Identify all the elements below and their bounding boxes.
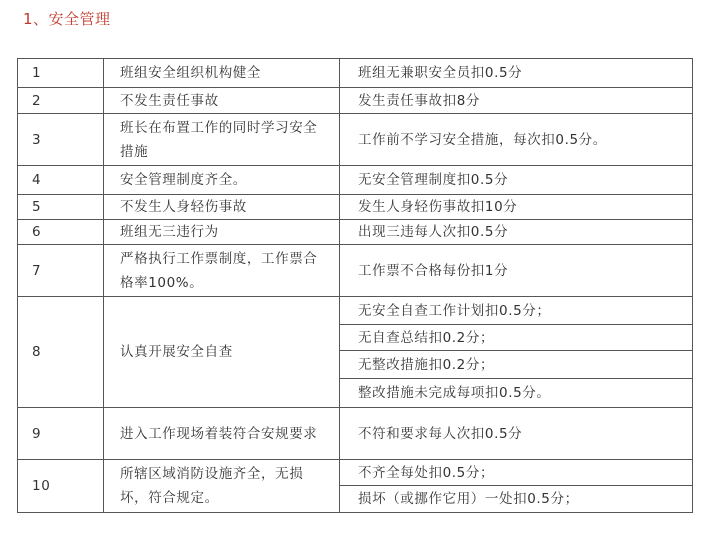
row-number: 1 [18, 59, 104, 88]
table-row [18, 245, 693, 297]
requirement-cell: 班长在布置工作的同时学习安全措施 [104, 114, 340, 166]
penalty-cell: 整改措施未完成每项扣0.5分。 [340, 379, 693, 408]
penalty-cell: 出现三违每人次扣0.5分 [340, 220, 693, 245]
table-body [18, 59, 693, 513]
penalty-cell: 无自查总结扣0.2分； [340, 325, 693, 351]
table-row [18, 88, 693, 114]
table-row [18, 220, 693, 245]
requirement-cell: 不发生人身轻伤事故 [104, 195, 340, 220]
requirement-cell: 进入工作现场着装符合安规要求 [104, 408, 340, 460]
table-row [18, 59, 693, 88]
penalty-cell: 发生责任事故扣8分 [340, 88, 693, 114]
row-number: 10 [18, 460, 104, 513]
requirement-cell: 班组安全组织机构健全 [104, 59, 340, 88]
table-row [18, 114, 693, 166]
requirement-cell: 认真开展安全自查 [104, 297, 340, 408]
row-number: 9 [18, 408, 104, 460]
table-row [18, 166, 693, 195]
row-number: 6 [18, 220, 104, 245]
row-number: 5 [18, 195, 104, 220]
penalty-cell: 损坏（或挪作它用）一处扣0.5分； [340, 486, 693, 513]
row-number: 7 [18, 245, 104, 297]
penalty-cell: 无安全管理制度扣0.5分 [340, 166, 693, 195]
penalty-cell: 不符和要求每人次扣0.5分 [340, 408, 693, 460]
penalty-cell: 发生人身轻伤事故扣10分 [340, 195, 693, 220]
penalty-cell: 不齐全每处扣0.5分； [340, 460, 693, 486]
requirement-cell: 安全管理制度齐全。 [104, 166, 340, 195]
row-number: 8 [18, 297, 104, 408]
table-row [18, 195, 693, 220]
safety-scoring-table [17, 58, 693, 513]
table-row [18, 408, 693, 460]
penalty-cell: 无安全自查工作计划扣0.5分； [340, 297, 693, 325]
requirement-cell: 不发生责任事故 [104, 88, 340, 114]
penalty-cell: 工作前不学习安全措施，每次扣0.5分。 [340, 114, 693, 166]
penalty-cell: 工作票不合格每份扣1分 [340, 245, 693, 297]
section-title: 1、安全管理 [23, 10, 111, 28]
row-number: 2 [18, 88, 104, 114]
requirement-cell: 严格执行工作票制度，工作票合格率100%。 [104, 245, 340, 297]
penalty-cell: 班组无兼职安全员扣0.5分 [340, 59, 693, 88]
requirement-cell: 班组无三违行为 [104, 220, 340, 245]
table-row [18, 460, 693, 486]
penalty-cell: 无整改措施扣0.2分； [340, 351, 693, 379]
row-number: 4 [18, 166, 104, 195]
requirement-cell: 所辖区域消防设施齐全，无损坏，符合规定。 [104, 460, 340, 513]
table-row [18, 297, 693, 325]
row-number: 3 [18, 114, 104, 166]
